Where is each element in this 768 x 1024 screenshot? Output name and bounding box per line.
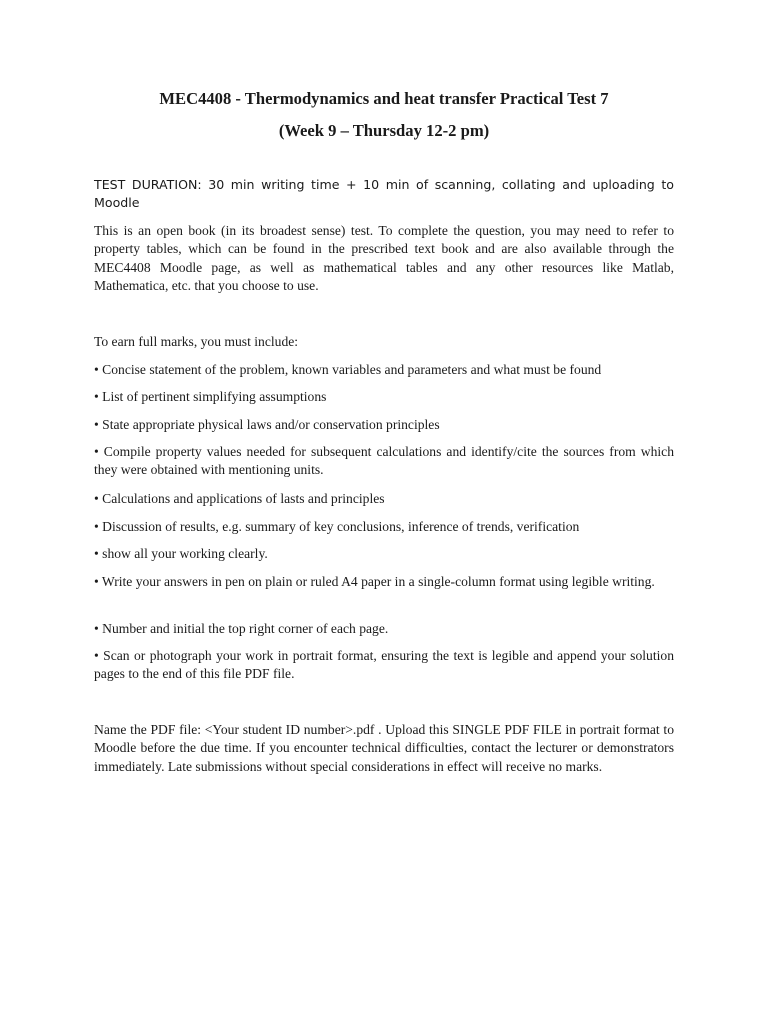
document-subtitle: (Week 9 – Thursday 12-2 pm) (278, 121, 490, 140)
requirement-item: • Calculations and applications of lasts and principles (94, 491, 385, 506)
requirement-item: • Compile property values needed for subsequent calculations and identify/cite the sources from which they were obtained with mentioning units. (94, 444, 674, 478)
requirement-item: • List of pertinent simplifying assumptions (94, 389, 327, 404)
document-title: MEC4408 - Thermodynamics and heat transfer Practical Test 7 (159, 89, 609, 108)
full-marks-intro: To earn full marks, you must include: (94, 334, 299, 349)
open-book-paragraph: This is an open book (in its broadest sense) test. To complete the question, you may need to refer to property tables, which can be found in the prescribed text book and are also available through the MEC4408 Moodle page, as well as mathematical tables and any other resources like Matlab, Mathematica, etc. that you choose to use. (94, 223, 674, 294)
submission-instructions: Name the PDF file: <Your student ID number>.pdf . Upload this SINGLE PDF FILE in portrait format to Moodle before the due time. If you encounter technical difficulties, contact the lecturer or demonstrators immediately. Late submissions without special considerations in effect will receive no marks. (94, 722, 674, 774)
requirement-item: • show all your working clearly. (94, 546, 268, 561)
requirement-item: • Scan or photograph your work in portrait format, ensuring the text is legible and append your solution pages to the end of this file PDF file. (94, 648, 674, 682)
requirement-item: • Write your answers in pen on plain or ruled A4 paper in a single-column format using legible writing. (94, 574, 655, 589)
requirement-item: • Number and initial the top right corner of each page. (94, 621, 389, 636)
requirement-item: • Discussion of results, e.g. summary of key conclusions, inference of trends, verification (94, 519, 580, 534)
test-duration: TEST DURATION: 30 min writing time + 10 min of scanning, collating and uploading to Moodle (94, 177, 674, 211)
requirement-item: • State appropriate physical laws and/or conservation principles (94, 417, 440, 432)
requirement-item: • Concise statement of the problem, known variables and parameters and what must be found (94, 362, 602, 377)
